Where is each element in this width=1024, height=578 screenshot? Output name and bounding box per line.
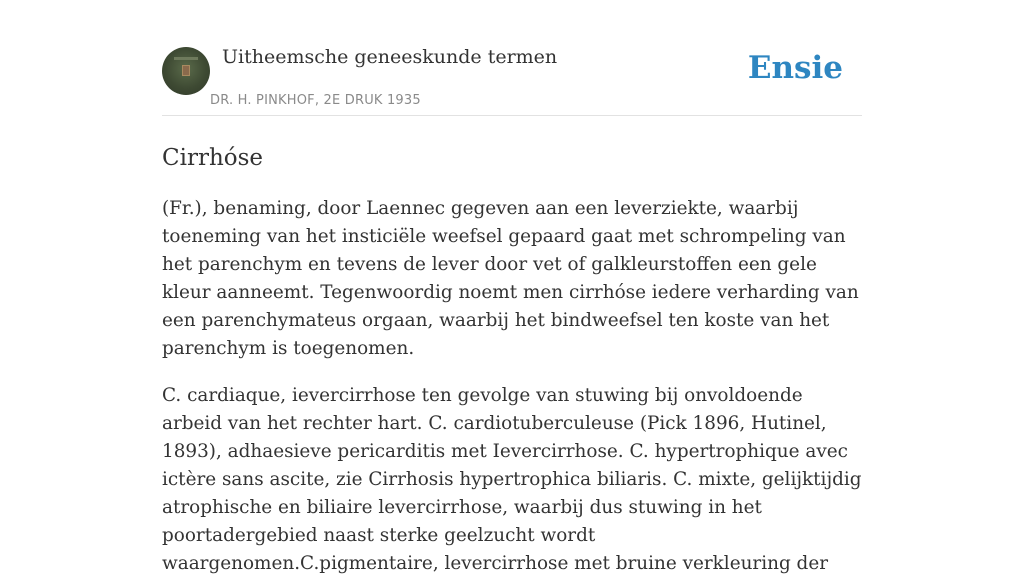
entry-title: Cirrhóse xyxy=(162,145,264,171)
book-author: DR. H. PINKHOF, 2E DRUK 1935 xyxy=(210,93,421,108)
page-container xyxy=(162,0,862,574)
book-title[interactable]: Uitheemsche geneeskunde termen xyxy=(222,46,558,68)
entry-paragraph-2: C. cardiaque, ievercirrhose ten gevolge van stuwing bij onvoldoende arbeid van het rechter hart. C. cardiotuberculeuse (Pick 1896, Hutinel, 1893), adhaesieve pericarditis met Ievercirrhose. C. hypertrophique avec ictère sans ascite, zie Cirrhosis hypertrophica biliaris. C. mixte, gelijktijdig atrophische en biliaire levercirrhose, waarbij dus stuwing in het poortadergebied naast sterke geelzucht wordt waargenomen.C.pigmentaire, levercirrhose met bruine verkleuring der xyxy=(162,385,862,574)
book-cover-icon[interactable] xyxy=(162,47,210,95)
book-cover-label xyxy=(182,65,190,76)
book-header xyxy=(162,0,862,116)
entry-paragraph-1: (Fr.), benaming, door Laennec gegeven aan een leverziekte, waarbij toeneming van het insticiële weefsel gepaard gaat met schrompeling van het parenchym en tevens de lever door vet of galkleurstoffen een gele kleur aanneemt. Tegenwoordig noemt men cirrhóse iedere verharding van een parenchymateus orgaan, waarbij het bindweefsel ten koste van het parenchym is toegenomen. xyxy=(162,198,859,359)
book-cover-band xyxy=(174,57,198,60)
ensie-logo[interactable]: Ensie xyxy=(747,50,843,86)
